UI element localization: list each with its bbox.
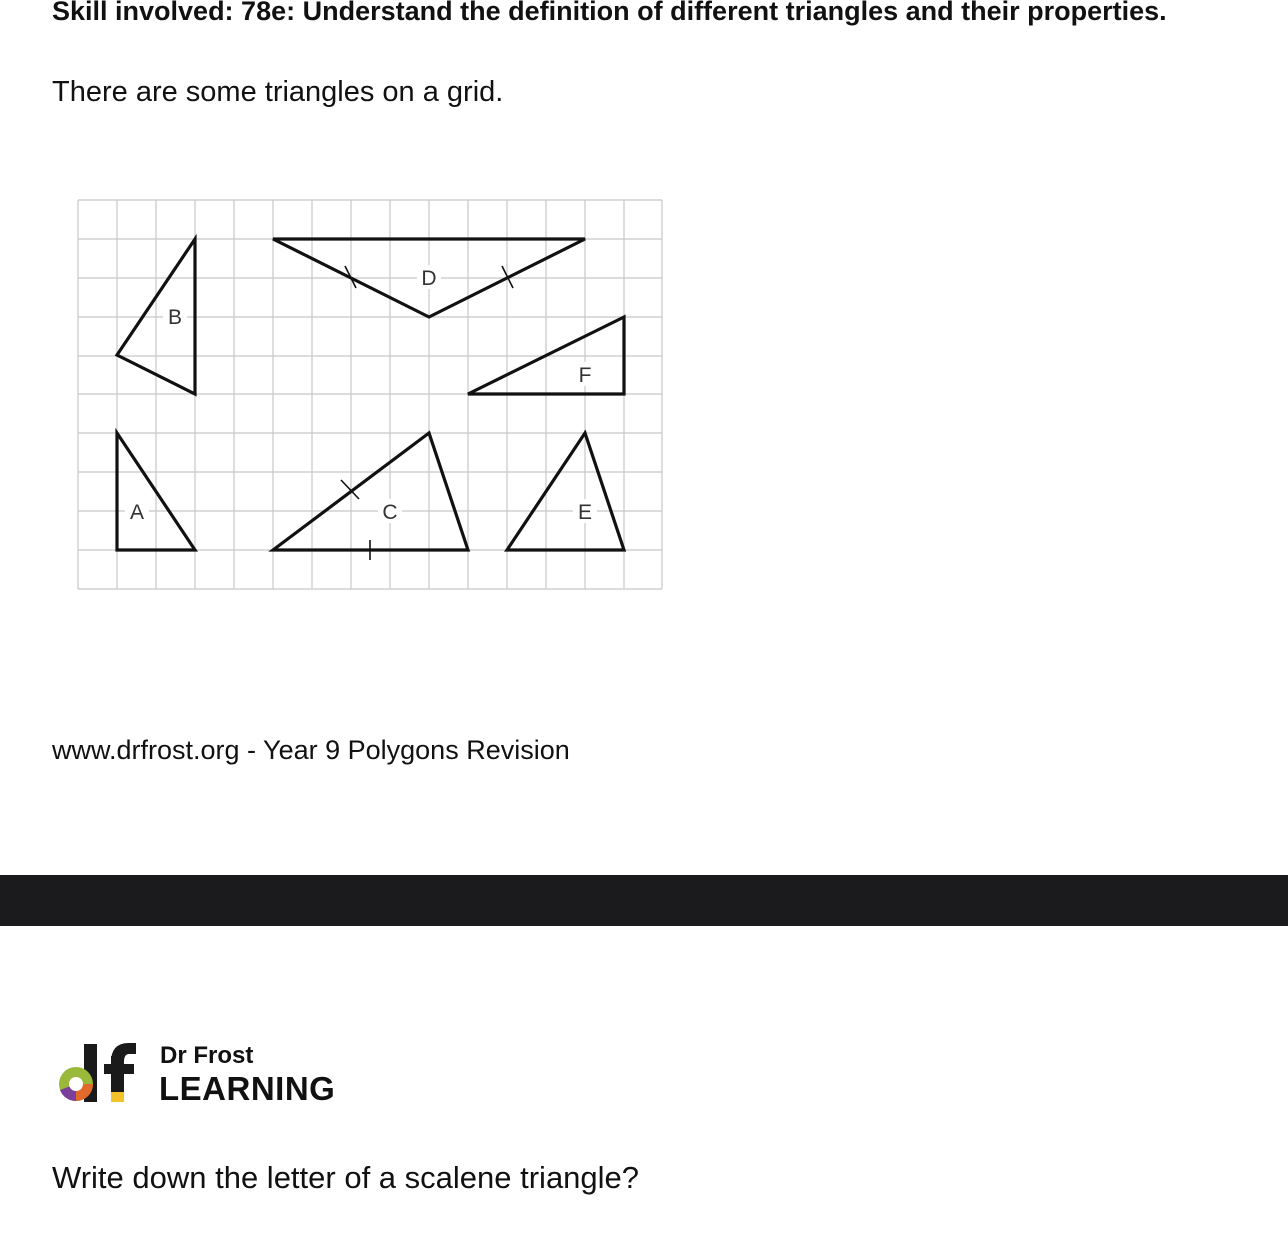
label-e: E: [577, 501, 593, 524]
label-f: F: [578, 364, 592, 387]
df-logo-letters: [59, 1043, 136, 1102]
label-c: C: [382, 501, 398, 524]
source-text: www.drfrost.org - Year 9 Polygons Revision: [52, 735, 570, 765]
divider-bar: [0, 875, 1288, 926]
skill-heading: Skill involved: 78e: Understand the definition of different triangles and their properties.: [52, 0, 1167, 26]
intro-text: There are some triangles on a grid.: [52, 76, 504, 108]
question-text: Write down the letter of a scalene triangle?: [52, 1160, 640, 1195]
logo-text-dr-frost: Dr Frost: [160, 1042, 254, 1069]
triangle-c: [273, 433, 468, 550]
logo-text-learning: LEARNING: [159, 1070, 336, 1107]
triangle-e: [507, 433, 624, 550]
label-b: B: [167, 306, 183, 329]
df-logo-icon: [56, 1040, 140, 1106]
label-a: A: [129, 501, 145, 524]
triangle-grid-figure: [0, 0, 700, 620]
equal-side-tick-marks: [341, 266, 513, 560]
label-d: D: [421, 267, 437, 290]
